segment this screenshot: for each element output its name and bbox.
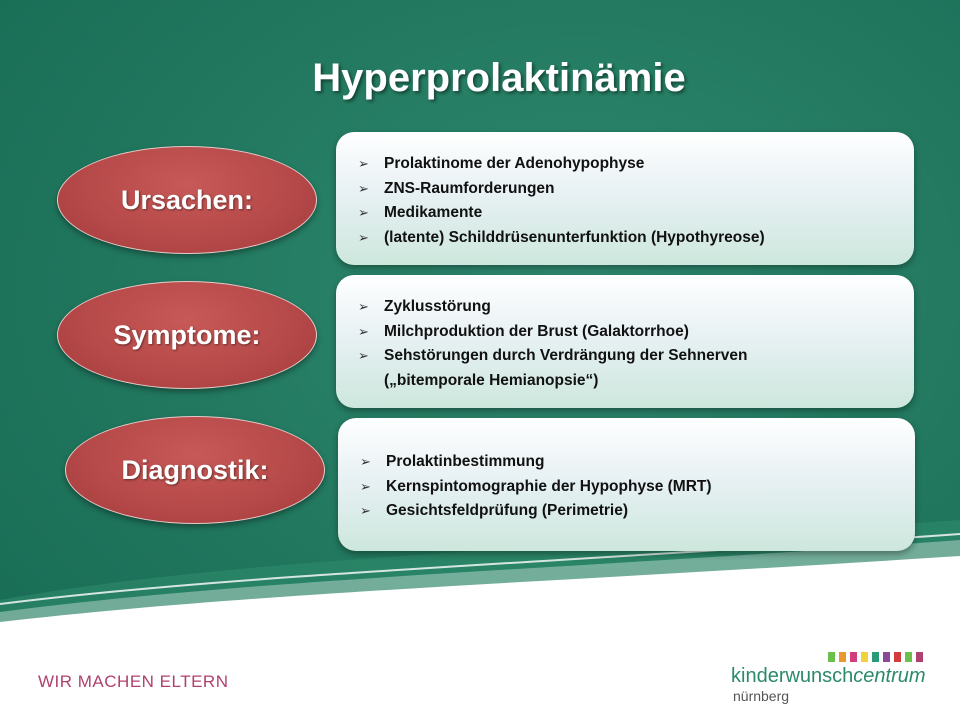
list-item: ➢ Medikamente — [358, 201, 896, 226]
arrow-bullet-icon: ➢ — [360, 478, 371, 494]
section-box-symptome — [336, 275, 914, 408]
list-item: ➢ Kernspintomographie der Hypophyse (MRT) — [360, 475, 897, 500]
logo-bar — [916, 652, 923, 662]
bullet-list — [358, 295, 896, 393]
section-box-ursachen — [336, 132, 914, 265]
footer-slogan: WIR MACHEN ELTERN — [38, 672, 229, 691]
logo-name-emphasis: centrum — [853, 665, 926, 687]
arrow-bullet-icon: ➢ — [358, 323, 369, 339]
list-item: ➢ Prolaktinome der Adenohypophyse — [358, 152, 896, 177]
logo-bar — [850, 652, 857, 662]
logo-name-plain: kinderwunsch — [731, 665, 854, 687]
arrow-bullet-icon: ➢ — [358, 205, 369, 220]
list-item: ➢ Prolaktinbestimmung — [360, 450, 897, 475]
logo-bar — [861, 652, 868, 662]
logo-bar — [905, 652, 912, 662]
section-heading-ursachen — [57, 146, 317, 254]
heading-label: Symptome: — [113, 319, 261, 350]
arrow-bullet-icon: ➢ — [358, 156, 369, 171]
logo-wordmark — [731, 665, 926, 688]
list-item: ➢ ZNS-Raumforderungen — [358, 177, 896, 202]
list-item: ➢ Zyklusstörung — [358, 295, 896, 320]
logo-bar — [839, 652, 846, 662]
section-box-diagnostik — [338, 418, 915, 551]
section-heading-diagnostik — [65, 416, 325, 524]
arrow-bullet-icon: ➢ — [360, 454, 371, 469]
bullet-list — [358, 152, 896, 250]
heading-label: Diagnostik: — [121, 454, 269, 485]
arrow-bullet-icon: ➢ — [360, 503, 371, 518]
list-item: ➢ Sehstörungen durch Verdrängung der Sehnerven — [358, 344, 896, 369]
logo-bar — [894, 652, 901, 662]
logo-color-bars — [828, 652, 923, 662]
logo-bar — [828, 652, 835, 662]
arrow-bullet-icon: ➢ — [358, 348, 369, 363]
list-item: ➢ (latente) Schilddrüsenunterfunktion (Hypothyreose) — [358, 226, 896, 251]
arrow-bullet-icon: ➢ — [358, 180, 369, 196]
list-item-continuation: („bitemporale Hemianopsie“) — [384, 371, 599, 389]
arrow-bullet-icon: ➢ — [358, 229, 369, 245]
slide-title: Hyperprolaktinämie — [312, 56, 686, 100]
list-item: ➢ Gesichtsfeldprüfung (Perimetrie) — [360, 499, 897, 524]
bullet-list — [360, 450, 897, 524]
heading-label: Ursachen: — [120, 184, 254, 215]
arrow-bullet-icon: ➢ — [358, 299, 369, 314]
logo-city: nürnberg — [733, 688, 790, 704]
logo-bar — [883, 652, 890, 662]
section-heading-symptome — [57, 281, 317, 389]
logo-bar — [872, 652, 879, 662]
list-item: ➢ Milchproduktion der Brust (Galaktorrhoe) — [358, 320, 896, 345]
